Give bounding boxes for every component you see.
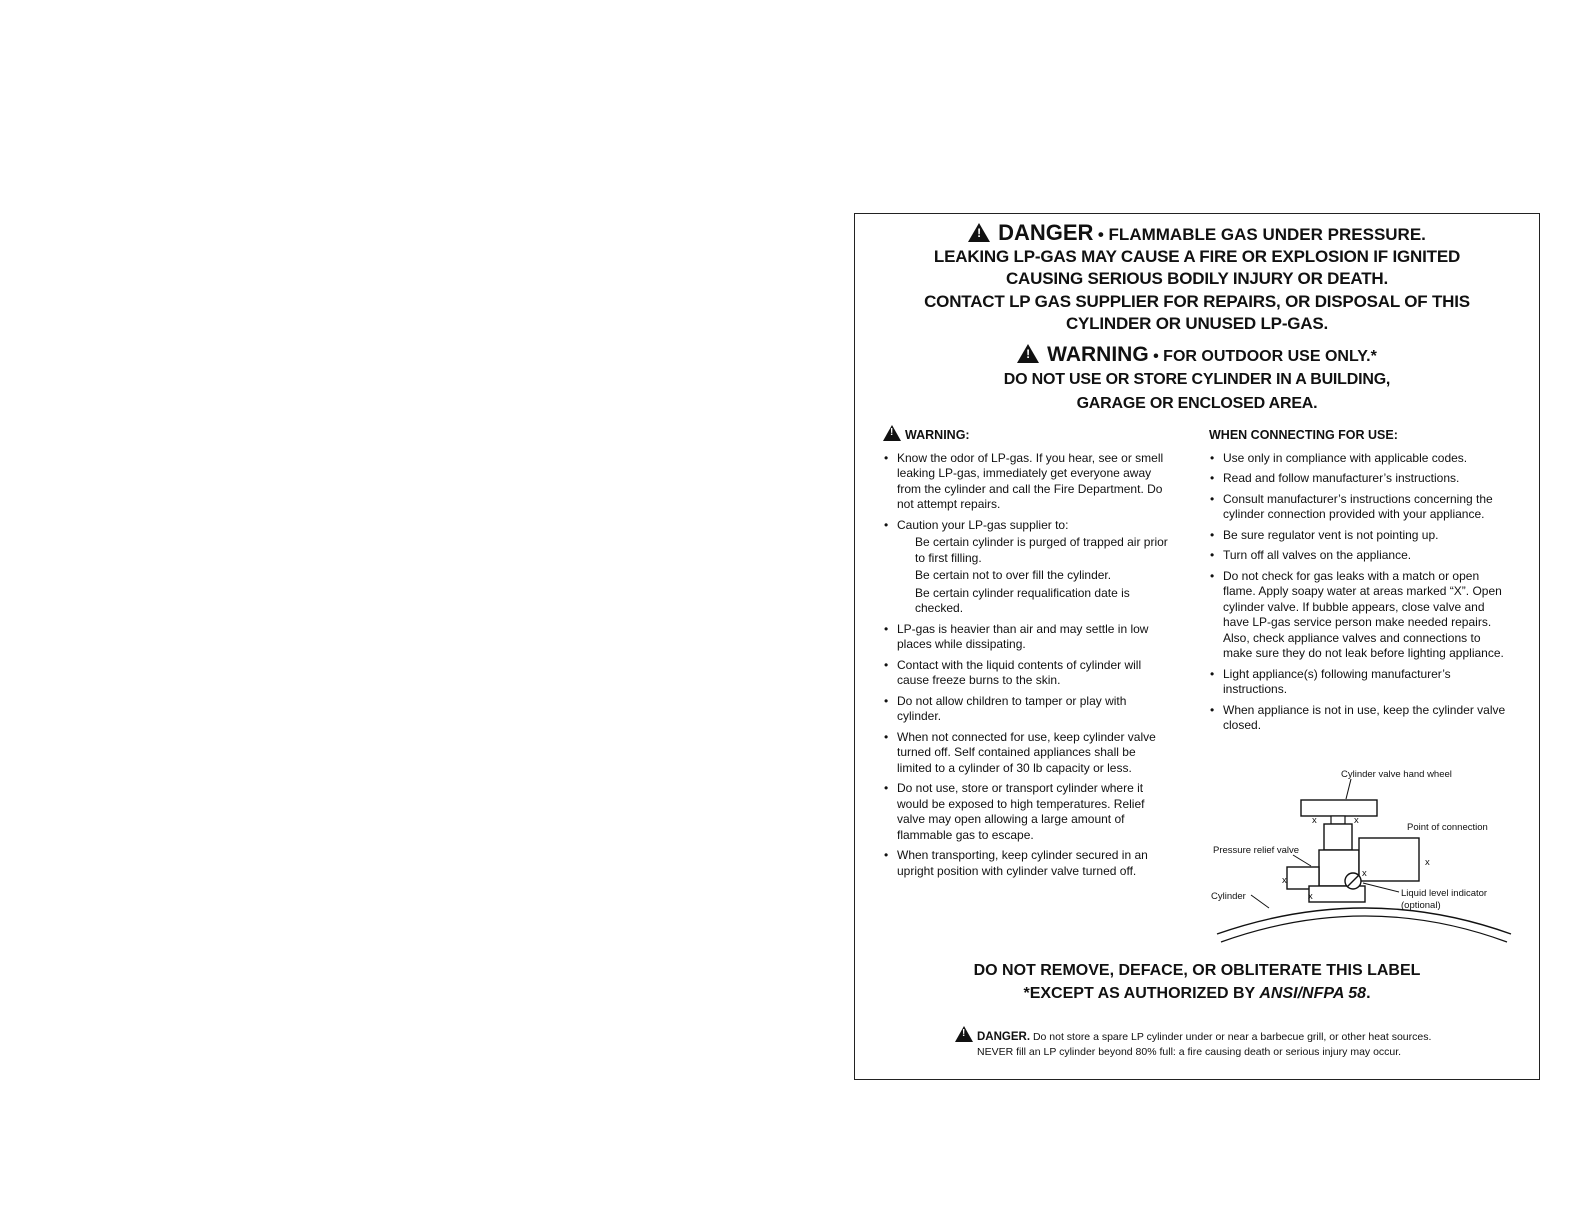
bottom-danger-note bbox=[955, 1026, 1515, 1060]
bottom-line-2: NEVER fill an LP cylinder beyond 80% full: a fire causing death or serious injury may occur. bbox=[977, 1046, 1402, 1058]
warning-word: WARNING bbox=[1047, 343, 1149, 366]
leak-mark: x bbox=[1308, 891, 1313, 902]
list-item: • When transporting, keep cylinder secured in an upright position with cylinder valve turned off. bbox=[883, 848, 1173, 879]
danger-word: DANGER bbox=[998, 220, 1094, 245]
danger-line-1: LEAKING LP-GAS MAY CAUSE A FIRE OR EXPLOSION IF IGNITED bbox=[933, 247, 1461, 266]
label-liquid-2: (optional) bbox=[1401, 900, 1441, 911]
list-item: • Consult manufacturer’s instructions concerning the cylinder connection provided with your appliance. bbox=[1209, 492, 1509, 523]
list-item: • Do not check for gas leaks with a match or open flame. Apply soapy water at areas marked “X”. Open cylinder valve. If bubble appears, close valve and have LP-gas service person make needed repairs. Also, check appliance valves and connections to make sure they do not leak before lighting appliance. bbox=[1209, 569, 1509, 662]
leak-mark: x bbox=[1312, 815, 1317, 826]
bottom-text-1: Do not store a spare LP cylinder under or near a barbecue grill, or other heat sources. bbox=[1032, 1031, 1432, 1043]
connection-outlet bbox=[1359, 838, 1419, 881]
danger-heading bbox=[855, 220, 1539, 246]
list-item: • LP-gas is heavier than air and may settle in low places while dissipating. bbox=[883, 622, 1173, 653]
sub-item: Be certain cylinder is purged of trapped air prior to first filling. bbox=[915, 535, 1168, 565]
footer-prefix: *EXCEPT AS AUTHORIZED BY bbox=[1023, 985, 1260, 1002]
list-item: • Turn off all valves on the appliance. bbox=[1209, 548, 1509, 564]
leak-mark: x bbox=[1282, 875, 1287, 886]
left-column-heading bbox=[883, 425, 1173, 444]
list-item: • Know the odor of LP-gas. If you hear, see or smell leaking LP-gas, immediately get everyone away from the cylinder and call the Fire Department. Do not attempt repairs. bbox=[883, 451, 1173, 513]
danger-line-2: CAUSING SERIOUS BODILY INJURY OR DEATH. bbox=[1005, 269, 1388, 288]
list-item: • Do not allow children to tamper or play with cylinder. bbox=[883, 694, 1173, 725]
list-item: • Contact with the liquid contents of cylinder will cause freeze burns to the skin. bbox=[883, 658, 1173, 689]
right-column-heading: WHEN CONNECTING FOR USE: bbox=[1209, 428, 1398, 442]
warning-triangle-icon bbox=[955, 1026, 973, 1042]
warning-line-1: DO NOT USE OR STORE CYLINDER IN A BUILDING, bbox=[1003, 371, 1391, 388]
list-item: • Be sure regulator vent is not pointing up. bbox=[1209, 528, 1509, 544]
footer-line-2 bbox=[855, 985, 1539, 1003]
right-list bbox=[1209, 451, 1509, 734]
left-column bbox=[883, 425, 1173, 884]
left-list bbox=[883, 451, 1173, 880]
right-column bbox=[1209, 428, 1509, 739]
danger-line-3: CONTACT LP GAS SUPPLIER FOR REPAIRS, OR DISPOSAL OF THIS bbox=[924, 292, 1470, 311]
label-hand-wheel: Cylinder valve hand wheel bbox=[1341, 769, 1452, 780]
list-item: • Do not use, store or transport cylinder where it would be exposed to high temperatures. Relief valve may open allowing a large amount of flammable gas to escape. bbox=[883, 781, 1173, 843]
list-item: • Read and follow manufacturer’s instructions. bbox=[1209, 471, 1509, 487]
warning-triangle-icon bbox=[1017, 344, 1039, 363]
list-item-text: Caution your LP-gas supplier to: bbox=[897, 517, 1069, 532]
label-connection: Point of connection bbox=[1407, 822, 1488, 833]
label-cylinder: Cylinder bbox=[1211, 891, 1246, 902]
warning-label bbox=[854, 213, 1540, 1080]
bottom-line-1 bbox=[955, 1026, 1515, 1045]
left-heading-text: WARNING: bbox=[905, 428, 970, 442]
valve-body bbox=[1324, 824, 1352, 850]
warning-triangle-icon bbox=[968, 223, 990, 242]
hand-wheel bbox=[1301, 800, 1377, 816]
footer-line-1: DO NOT REMOVE, DEFACE, OR OBLITERATE THIS LABEL bbox=[973, 962, 1421, 979]
warning-triangle-icon bbox=[883, 425, 901, 441]
label-relief: Pressure relief valve bbox=[1213, 845, 1300, 856]
list-item: • Light appliance(s) following manufacturer’s instructions. bbox=[1209, 667, 1509, 698]
label-liquid-1: Liquid level indicator bbox=[1401, 888, 1488, 899]
bottom-danger-word: DANGER. bbox=[977, 1031, 1031, 1043]
warning-rest: • FOR OUTDOOR USE ONLY.* bbox=[1153, 348, 1377, 365]
list-item: • Use only in compliance with applicable codes. bbox=[1209, 451, 1509, 467]
list-item: • When appliance is not in use, keep the cylinder valve closed. bbox=[1209, 703, 1509, 734]
leak-mark: x bbox=[1354, 815, 1359, 826]
danger-line-4: CYLINDER OR UNUSED LP-GAS. bbox=[1065, 314, 1329, 333]
leak-mark: x bbox=[1425, 857, 1430, 868]
footer-suffix: . bbox=[1366, 985, 1371, 1002]
warning-heading bbox=[855, 343, 1539, 367]
cylinder-valve-diagram bbox=[1211, 762, 1521, 947]
leak-mark: x bbox=[1362, 868, 1367, 879]
warning-line-2: GARAGE OR ENCLOSED AREA. bbox=[1076, 395, 1318, 412]
list-item: • When not connected for use, keep cylinder valve turned off. Self contained appliances shall be limited to a cylinder of 30 lb capacity or less. bbox=[883, 730, 1173, 777]
footer-standard: ANSI/NFPA 58 bbox=[1259, 985, 1367, 1002]
sub-item: Be certain not to over fill the cylinder. bbox=[915, 568, 1112, 582]
list-item bbox=[883, 518, 1173, 617]
sub-item: Be certain cylinder requalification date is checked. bbox=[915, 585, 1130, 615]
danger-rest: • FLAMMABLE GAS UNDER PRESSURE. bbox=[1097, 225, 1426, 244]
